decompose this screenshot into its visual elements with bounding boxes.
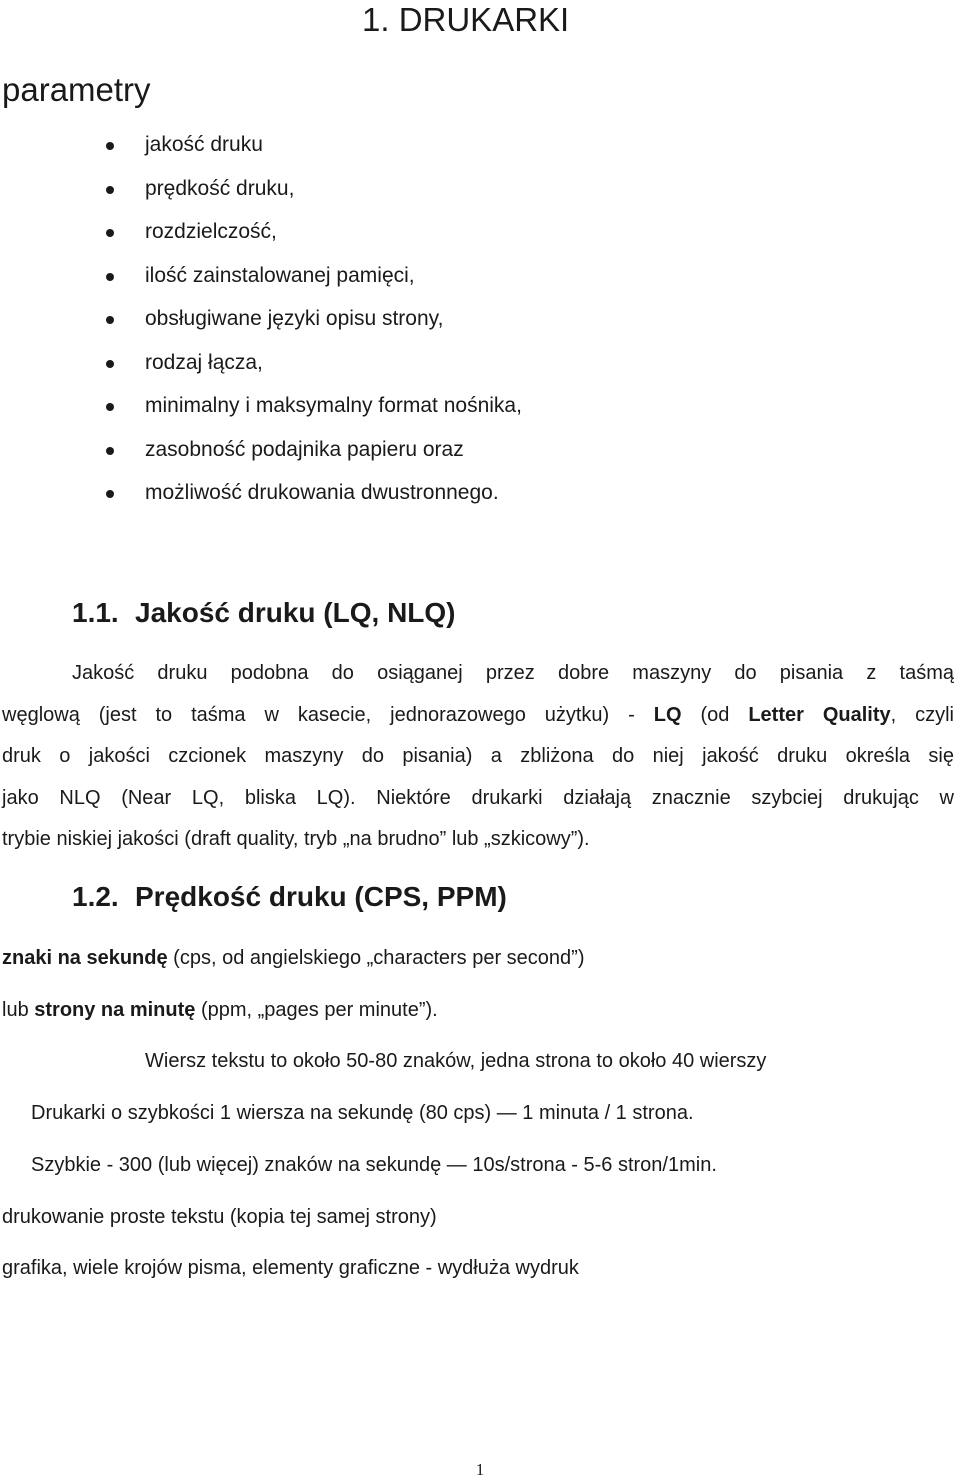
- section-2-heading: [72, 880, 507, 914]
- list-item: minimalny i maksymalny format nośnika,: [0, 390, 522, 434]
- list-item: zasobność podajnika papieru oraz: [0, 434, 522, 478]
- bullet-icon: [106, 229, 114, 237]
- list-item: jakość druku: [0, 129, 522, 173]
- list-item: rozdzielczość,: [0, 216, 522, 260]
- params-list: [0, 129, 522, 521]
- section-2-line: drukowanie proste tekstu (kopia tej samej strony): [2, 1206, 437, 1228]
- pages-per-minute-term: strony na minutę: [34, 999, 196, 1021]
- list-item: możliwość drukowania dwustronnego.: [0, 477, 522, 521]
- section-2-line: Drukarki o szybkości 1 wiersza na sekundę (80 cps) — 1 minuta / 1 strona.: [31, 1102, 694, 1124]
- bullet-icon: [106, 490, 114, 498]
- params-heading: parametry: [2, 71, 151, 108]
- section-2-title: Prędkość druku (CPS, PPM): [135, 881, 507, 912]
- document-title-text: 1. DRUKARKI: [362, 1, 570, 38]
- paragraph-line: jako NLQ (Near LQ, bliska LQ). Niektóre drukarki działają znacznie szybciej drukując w: [2, 786, 954, 809]
- list-item: obsługiwane języki opisu strony,: [0, 303, 522, 347]
- bullet-icon: [106, 447, 114, 455]
- bullet-icon: [106, 273, 114, 281]
- section-2-line: znaki na sekundę (cps, od angielskiego „characters per second”): [2, 947, 585, 969]
- section-2-line: Wiersz tekstu to około 50-80 znaków, jedna strona to około 40 wierszy: [145, 1050, 767, 1072]
- document-title: [0, 0, 960, 40]
- paragraph-line: węglową (jest to taśma w kasecie, jednorazowego użytku) - LQ (od Letter Quality, czyli: [2, 703, 954, 726]
- bullet-icon: [106, 186, 114, 194]
- section-1-number: 1.1.: [72, 597, 119, 628]
- section-2-line: Szybkie - 300 (lub więcej) znaków na sekundę — 10s/strona - 5-6 stron/1min.: [31, 1154, 717, 1176]
- list-item: prędkość druku,: [0, 173, 522, 217]
- chars-per-second-term: znaki na sekundę: [2, 947, 168, 969]
- bullet-icon: [106, 316, 114, 324]
- bullet-icon: [106, 142, 114, 150]
- paragraph-line: trybie niskiej jakości (draft quality, tryb „na brudno” lub „szkicowy”).: [2, 828, 590, 850]
- section-1-paragraph: [2, 653, 954, 861]
- section-1-title: Jakość druku (LQ, NLQ): [135, 597, 456, 628]
- section-2-line: grafika, wiele krojów pisma, elementy graficzne - wydłuża wydruk: [2, 1257, 579, 1279]
- bullet-icon: [106, 360, 114, 368]
- section-2-number: 1.2.: [72, 881, 119, 912]
- paragraph-line: Jakość druku podobna do osiąganej przez dobre maszyny do pisania z taśmą: [72, 662, 954, 684]
- lq-term: LQ: [653, 703, 682, 726]
- list-item: rodzaj łącza,: [0, 347, 522, 391]
- paragraph-line: druk o jakości czcionek maszyny do pisania) a zbliżona do niej jakość druku określa się: [2, 745, 954, 767]
- letter-quality-term: Letter Quality: [748, 703, 891, 726]
- page-number: 1: [475, 1460, 485, 1479]
- section-2-line: lub strony na minutę (ppm, „pages per minute”).: [2, 999, 438, 1021]
- bullet-icon: [106, 403, 114, 411]
- section-1-heading: [72, 596, 456, 630]
- list-item: ilość zainstalowanej pamięci,: [0, 260, 522, 304]
